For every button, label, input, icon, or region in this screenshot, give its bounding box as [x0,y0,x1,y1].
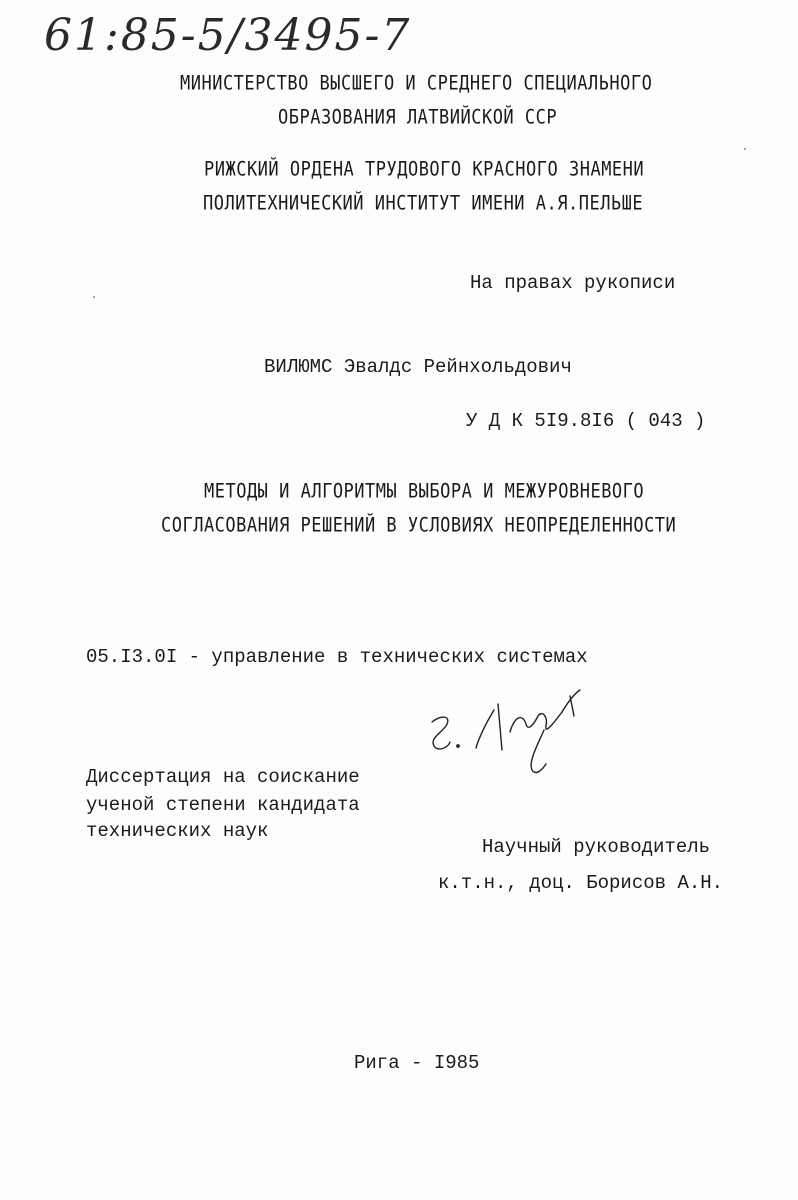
title-line-2: СОГЛАСОВАНИЯ РЕШЕНИЙ В УСЛОВИЯХ НЕОПРЕДЕЛЕННОСТИ [161,514,677,537]
dissertation-line-3: технических наук [86,820,269,842]
handwritten-catalog-number [40,2,460,62]
supervisor-label: Научный руководитель [482,836,711,858]
dissertation-line-1: Диссертация на соискание [86,766,360,788]
scan-speck [93,296,95,298]
svg-text:61:85-5/3495-7: 61:85-5/3495-7 [44,10,412,61]
author-signature [418,672,598,780]
institute-line-2: ПОЛИТЕХНИЧЕСКИЙ ИНСТИТУТ ИМЕНИ А.Я.ПЕЛЬШЕ [203,192,644,215]
ministry-line-1: МИНИСТЕРСТВО ВЫСШЕГО И СРЕДНЕГО СПЕЦИАЛЬНОГО [180,72,653,95]
institute-line-1: РИЖСКИЙ ОРДЕНА ТРУДОВОГО КРАСНОГО ЗНАМЕНИ [204,158,645,181]
dissertation-line-2: ученой степени кандидата [86,794,360,816]
title-line-1: МЕТОДЫ И АЛГОРИТМЫ ВЫБОРА И МЕЖУРОВНЕВОГО [204,480,645,503]
manuscript-note: На правах рукописи [470,272,676,294]
author-name: ВИЛЮМС Эвалдс Рейнхольдович [264,356,572,378]
specialty-code: 05.I3.0I - управление в технических системах [86,646,588,668]
svg-text:Э. Вилюмс: Э. Вилюмс [418,672,424,673]
place-and-year: Рига - I985 [354,1052,480,1074]
supervisor-name: к.т.н., доц. Борисов А.Н. [438,872,724,894]
udc-code: У Д К 5I9.8I6 ( 043 ) [466,410,706,432]
scan-speck [744,148,746,150]
ministry-line-2: ОБРАЗОВАНИЯ ЛАТВИЙСКОЙ ССР [278,106,558,129]
